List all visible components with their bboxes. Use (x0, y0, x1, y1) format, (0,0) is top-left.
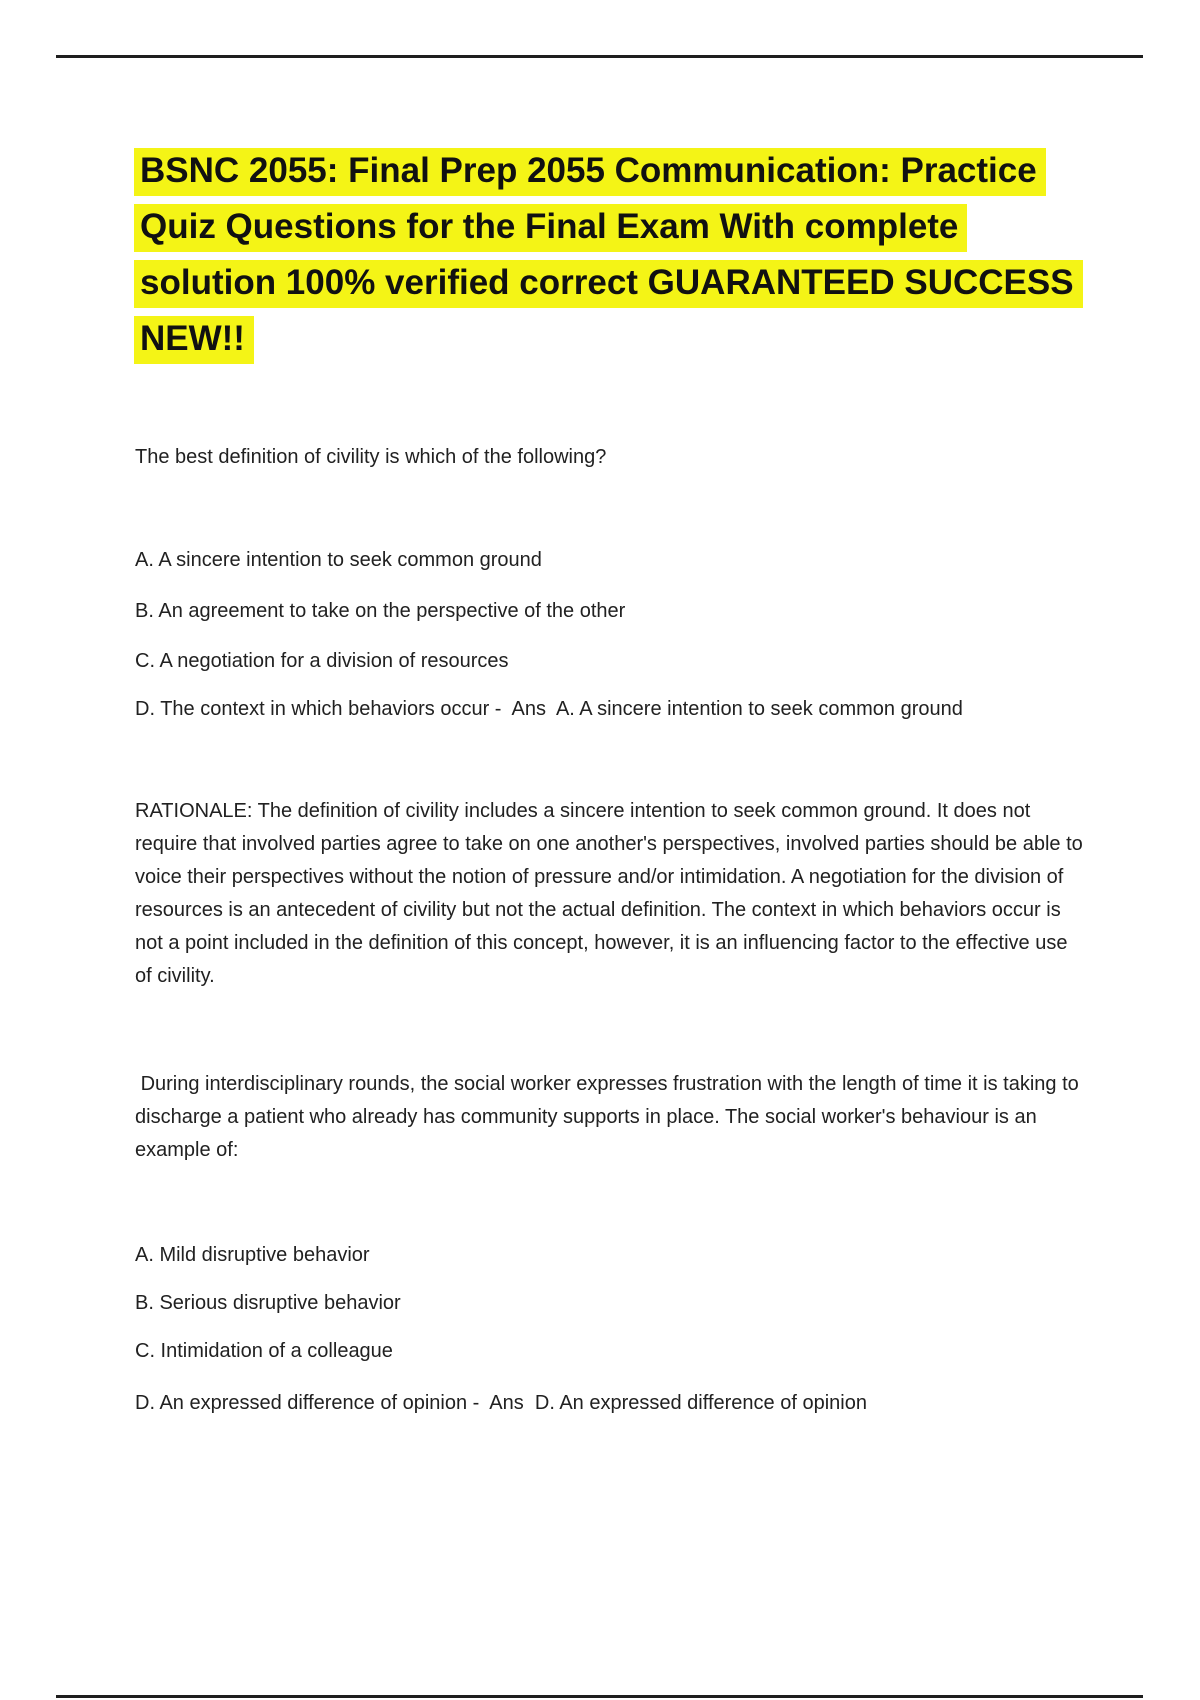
question-2-text: During interdisciplinary rounds, the social worker expresses frustration with the length of time it is taking to discharge a patient who already has community supports in place. The social worker's behaviour is an example of: (135, 1073, 1085, 1161)
top-rule (56, 55, 1143, 58)
title-highlight: BSNC 2055: Final Prep 2055 Communication: Practice (134, 148, 1046, 196)
question-2-option-d-with-answer: D. An expressed difference of opinion - Ans D. An expressed difference of opinion (135, 1392, 867, 1414)
title-highlight: solution 100% verified correct GUARANTEED SUCCESS (134, 260, 1083, 308)
title-line (134, 199, 1083, 255)
question-2-option-b: B. Serious disruptive behavior (135, 1292, 401, 1314)
title-line (134, 311, 1083, 367)
question-2-option-c: C. Intimidation of a colleague (135, 1340, 393, 1362)
title-highlight: NEW!! (134, 316, 254, 364)
question-1-option-a: A. A sincere intention to seek common ground (135, 549, 542, 571)
document-title (134, 143, 1083, 367)
title-line (134, 255, 1083, 311)
question-1-option-b: B. An agreement to take on the perspective of the other (135, 600, 626, 622)
question-1-text: The best definition of civility is which of the following? (135, 446, 607, 468)
question-1-rationale: RATIONALE: The definition of civility includes a sincere intention to seek common ground. It does not require that involved parties agree to take on one another's perspectives, involved parties should be able to voice their perspectives without the notion of pressure and/or intimidation. A negotiation for the division of resources is an antecedent of civility but not the actual definition. The context in which behaviors occur is not a point included in the definition of this concept, however, it is an influencing factor to the effective use of civility. (135, 800, 1089, 987)
question-1-option-d-with-answer: D. The context in which behaviors occur - Ans A. A sincere intention to seek common ground (135, 698, 963, 720)
title-line (134, 143, 1083, 199)
question-1-option-c: C. A negotiation for a division of resources (135, 650, 509, 672)
question-2-option-a: A. Mild disruptive behavior (135, 1244, 370, 1266)
title-highlight: Quiz Questions for the Final Exam With complete (134, 204, 967, 252)
bottom-rule (56, 1695, 1143, 1698)
